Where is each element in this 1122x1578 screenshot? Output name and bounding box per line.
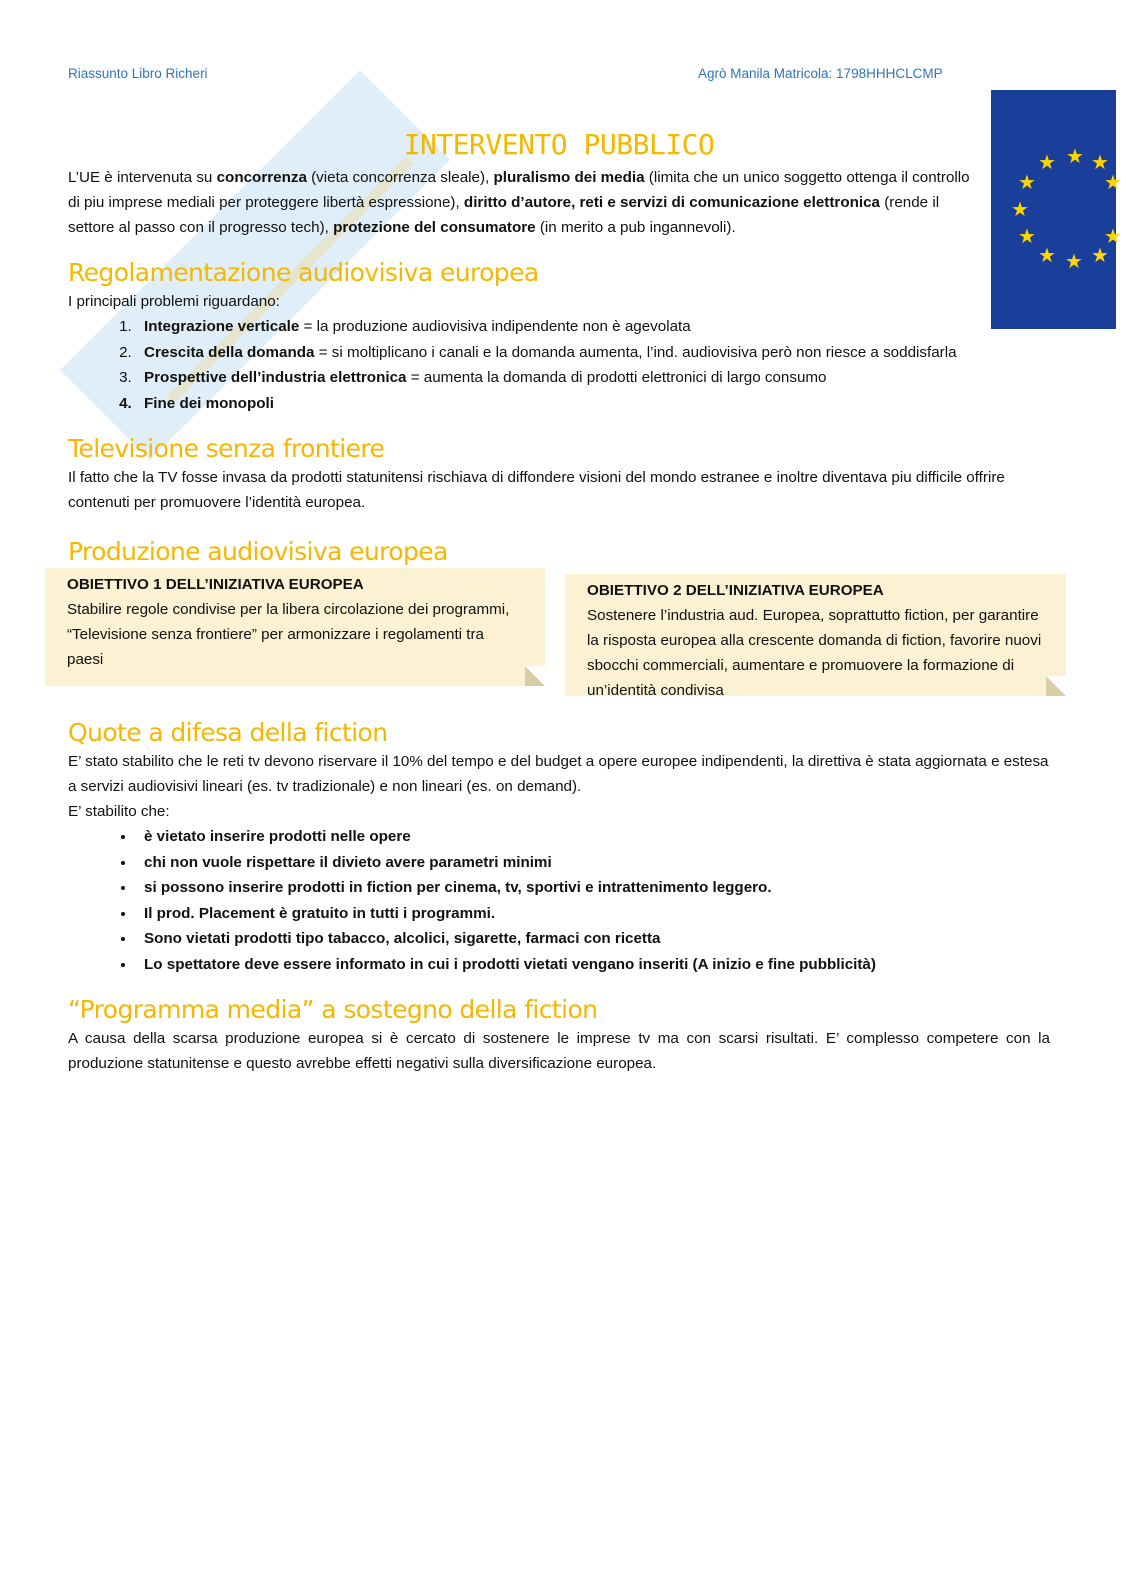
list-item: • Sono vietati prodotti tipo tabacco, alcolici, sigarette, farmaci con ricetta: [136, 926, 1050, 952]
page-curl-icon: [525, 666, 545, 686]
section-body: E’ stato stabilito che le reti tv devono riservare il 10% del tempo e del budget a opere europee indipendenti, la direttiva è stata aggiornata e estesa a servizi audiovisivi lineari (es. tv tradizionale) e non lineari (es. on demand).: [68, 753, 1049, 795]
item-bold: Integrazione verticale: [144, 318, 300, 335]
section-heading: “Programma media” a sostegno della fiction: [68, 995, 598, 1024]
section-lead: E’ stabilito che:: [68, 803, 170, 820]
item-bold: Crescita della domanda: [144, 343, 315, 361]
star-icon: ★: [1104, 172, 1122, 194]
star-icon: ★: [1038, 152, 1056, 174]
star-icon: ★: [1066, 146, 1084, 168]
item-bold: Fine dei monopoli: [144, 394, 274, 412]
intro-paragraph: [68, 165, 983, 240]
star-icon: ★: [1018, 226, 1036, 248]
list-item: [136, 314, 1050, 340]
page-title: INTERVENTO PUBBLICO: [403, 128, 715, 161]
star-icon: ★: [1065, 251, 1083, 273]
list-item: [136, 391, 1050, 417]
section-heading: Regolamentazione audiovisiva europea: [68, 258, 539, 287]
intro-bold: protezione del consumatore: [333, 219, 536, 236]
intro-text: (rende il settore al passo con il progresso tech),: [68, 194, 940, 236]
intro-bold: diritto d’autore, reti e servizi di comunicazione elettronica: [463, 194, 880, 211]
star-icon: ★: [1018, 172, 1036, 194]
intro-bold: concorrenza: [216, 169, 307, 186]
item-text: = aumenta la domanda di prodotti elettronici di largo consumo: [406, 369, 827, 386]
note-body: Stabilire regole condivise per la libera circolazione dei programmi, “Televisione senza frontiere” per armonizzare i regolamenti tra paesi: [67, 601, 510, 668]
intro-bold: pluralismo dei media: [493, 169, 645, 186]
sticky-note-1: [45, 568, 545, 686]
header-left: Riassunto Libro Richeri: [68, 66, 208, 81]
problems-list: [68, 314, 1050, 416]
star-icon: ★: [1091, 245, 1109, 267]
section-heading: Quote a difesa della fiction: [68, 718, 388, 747]
section-lead: I principali problemi riguardano:: [68, 293, 280, 310]
list-item: • chi non vuole rispettare il divieto avere parametri minimi: [136, 850, 1050, 876]
star-icon: ★: [1038, 245, 1056, 267]
list-item: [136, 365, 1050, 391]
list-item: • è vietato inserire prodotti nelle opere: [136, 824, 1050, 850]
section-body: A causa della scarsa produzione europea si è cercato di sostenere le imprese tv ma con scarsi risultati. E’ complesso competere con la produzione statunitense e questo avrebbe effetti negativi sulla diversificazione europea.: [68, 1030, 1050, 1072]
intro-text: (vieta concorrenza sleale),: [306, 169, 494, 186]
list-item: • si possono inserire prodotti in fiction per cinema, tv, sportivi e intrattenimento leggero.: [136, 875, 1050, 901]
page-content: [68, 120, 1050, 1076]
star-icon: ★: [1091, 152, 1109, 174]
list-item: • Il prod. Placement è gratuito in tutti i programmi.: [136, 901, 1050, 927]
sticky-notes: [68, 568, 1050, 698]
list-item: • Lo spettatore deve essere informato in cui i prodotti vietati vengano inseriti (A inizio e fine pubblicità): [136, 952, 1050, 978]
list-item: [136, 340, 1050, 366]
note-body: Sostenere l’industria aud. Europea, soprattutto fiction, per garantire la risposta europea alla crescente domanda di fiction, favorire nuovi sbocchi commerciali, aumentare e promuovere la formazione di un’identità condivisa: [587, 607, 1042, 699]
header-right: Agrò Manila Matricola: 1798HHHCLCMP: [698, 66, 943, 81]
section-body: Il fatto che la TV fosse invasa da prodotti statunitensi rischiava di diffondere visioni del mondo estranee e inoltre diventava piu difficile offrire contenuti per promuovere l’identità europea.: [68, 469, 1005, 511]
sticky-note-2: [565, 574, 1066, 699]
item-text: = la produzione audiovisiva indipendente non è agevolata: [299, 318, 691, 335]
item-text: = si moltiplicano i canali e la domanda aumenta, l’ind. audiovisiva però non riesce a soddisfarla: [314, 343, 957, 361]
note-title: OBIETTIVO 2 DELL’INIZIATIVA EUROPEA: [587, 582, 884, 599]
note-title: OBIETTIVO 1 DELL’INIZIATIVA EUROPEA: [67, 576, 364, 593]
page-curl-icon: [1046, 676, 1066, 696]
star-icon: ★: [1104, 226, 1122, 248]
intro-text: (in merito a pub ingannevoli).: [535, 219, 736, 236]
section-heading: Produzione audiovisiva europea: [68, 537, 448, 566]
item-bold: Prospettive dell’industria elettronica: [144, 369, 407, 386]
intro-text: L’UE è intervenuta su: [68, 169, 217, 186]
star-icon: ★: [1011, 199, 1029, 221]
intro-text: (limita che un unico soggetto ottenga il controllo di piu imprese mediali per proteggere libertà espressione),: [68, 169, 970, 211]
section-heading: Televisione senza frontiere: [68, 434, 385, 463]
rules-list: [68, 824, 1050, 977]
